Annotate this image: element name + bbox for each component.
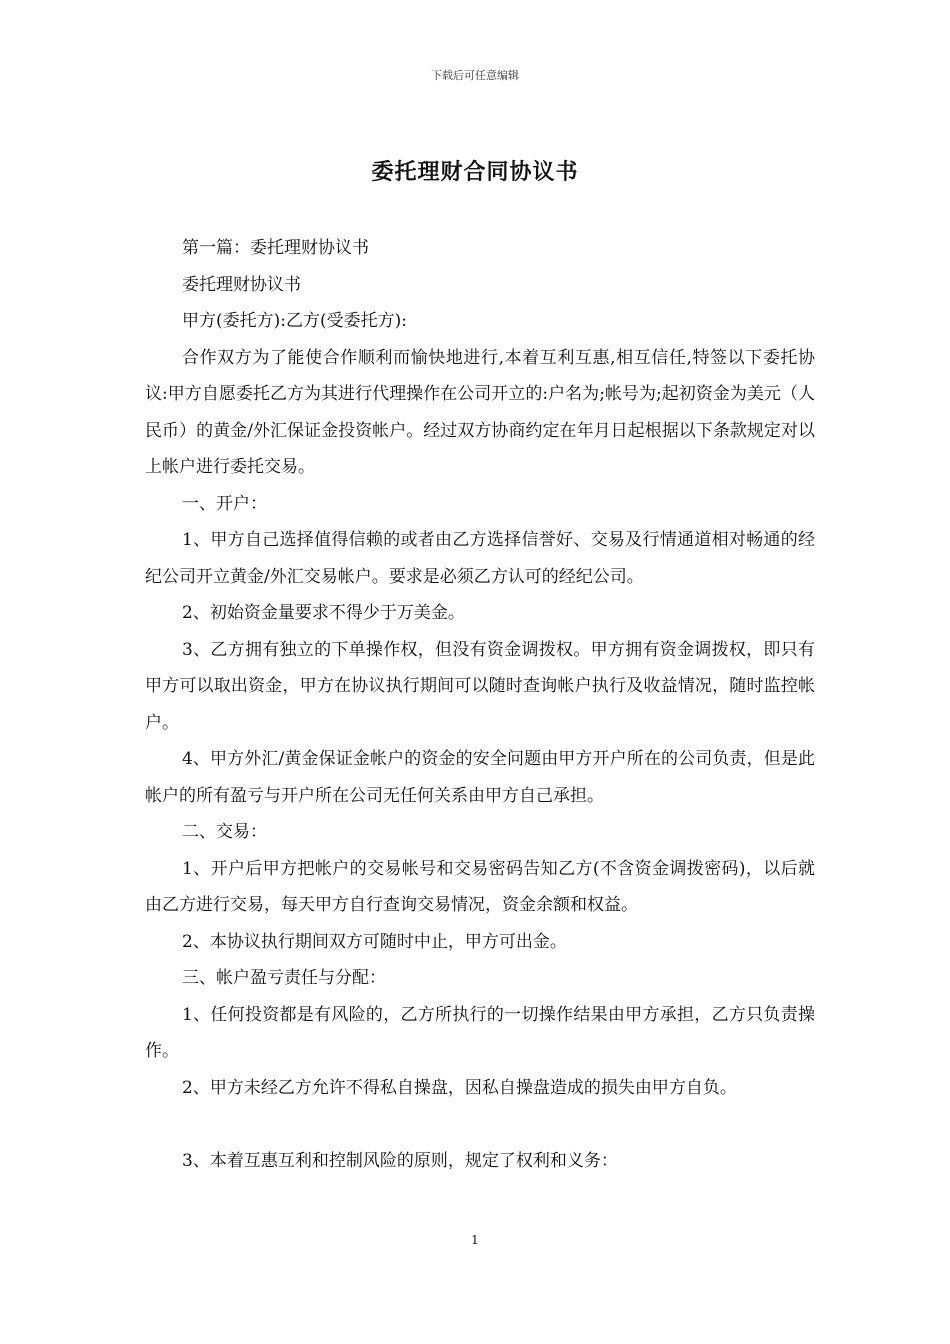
clause-2-2: 2、本协议执行期间双方可随时中止，甲方可出金。 [182, 931, 567, 952]
clause-3-3: 3、本着互惠互利和控制风险的原则，规定了权利和义务： [182, 1151, 618, 1171]
clause-3-1: 1、任何投资都是有风险的，乙方所执行的一切操作结果由甲方承担，乙方只负责操作。 [145, 1004, 815, 1061]
clause-2-1: 1、开户后甲方把帐户的交易帐号和交易密码告知乙方(不含资金调拨密码)，以后就由乙方进行交易，每天甲方自行查询交易情况，资金余额和权益。 [145, 858, 815, 915]
clause-1-2: 2、初始资金量要求不得少于万美金。 [182, 603, 465, 623]
paragraph-preamble: 合作双方为了能使合作顺利而愉快地进行,本着互利互惠,相互信任,特签以下委托协议:甲方自愿委托乙方为其进行代理操作在公司开立的:户名为;帐号为;起初资金为美元（人民币）的黄金/外汇保证金投资帐户。经过双方协商约定在年月日起根据以下条款规定对以上帐户进行委托交易。 [145, 347, 815, 477]
clause-1-4: 4、甲方外汇/黄金保证金帐户的资金的安全问题由甲方开户所在的公司负责，但是此帐户的所有盈亏与开户所在公司无任何关系由甲方自己承担。 [145, 749, 815, 806]
clause-1-3: 3、乙方拥有独立的下单操作权，但没有资金调拨权。甲方拥有资金调拨权，即只有甲方可以取出资金，甲方在协议执行期间可以随时查询帐户执行及收益情况，随时监控帐户。 [145, 639, 815, 733]
page-number: 1 [471, 1233, 479, 1247]
paragraph-part-heading: 第一篇：委托理财协议书 [182, 238, 369, 258]
document-title: 委托理财合同协议书 [371, 159, 579, 185]
paragraph-subtitle: 委托理财协议书 [182, 274, 301, 295]
clause-3-2: 2、甲方未经乙方允许不得私自操盘，因私自操盘造成的损失由甲方自负。 [182, 1077, 737, 1098]
section-heading-trading: 二、交易： [182, 822, 267, 842]
clause-1-1: 1、甲方自己选择值得信赖的或者由乙方选择信誉好、交易及行情通道相对畅通的经纪公司开立黄金/外汇交易帐户。要求是必须乙方认可的经纪公司。 [145, 530, 815, 587]
document-body [145, 230, 815, 1180]
section-heading-account-opening: 一、开户： [182, 493, 267, 514]
page-header-note: 下载后可任意编辑 [431, 69, 519, 82]
section-heading-profit-loss: 三、帐户盈亏责任与分配： [182, 968, 386, 988]
paragraph-parties: 甲方(委托方):乙方(受委托方): [182, 311, 407, 331]
